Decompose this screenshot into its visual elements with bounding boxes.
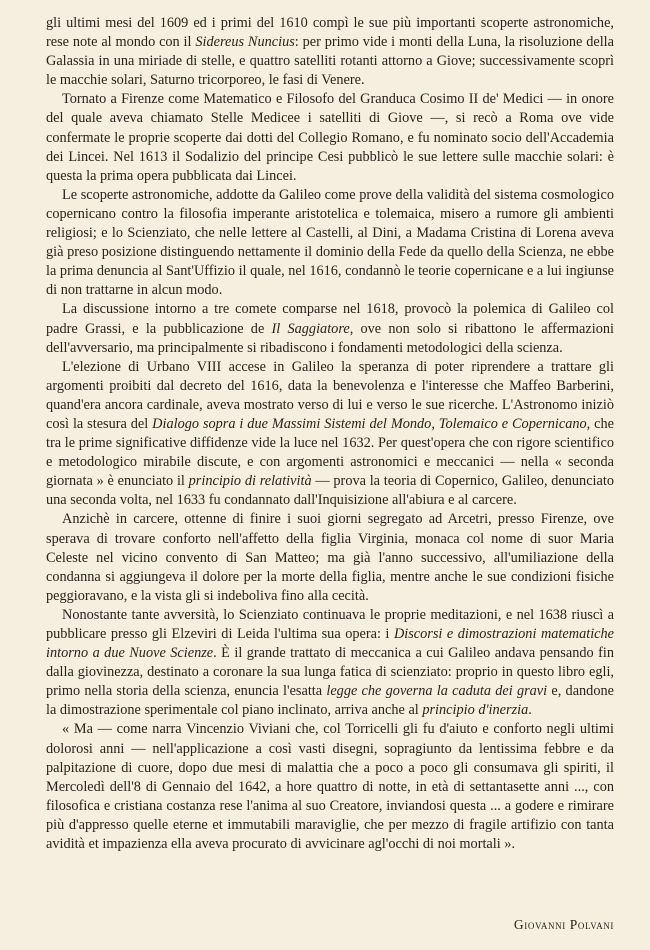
italic-title-text: Discorsi e dimostrazioni matematiche intorno a due Nuove Scienze xyxy=(46,626,615,662)
text-run: . xyxy=(528,702,532,719)
paragraph xyxy=(46,606,614,721)
italic-title-text: Il Saggiatore xyxy=(271,320,350,337)
text-run: . È il grande trattato di meccanica a cui Galileo andava pensando fin dalla giovinezza, destinato a coronare la sua lunga fatica di scienziato: proprio in questo libro egli, primo nella storia della scienza, enuncia l'esatta xyxy=(46,645,614,700)
italic-title-text: Sidereus Nuncius xyxy=(195,34,295,51)
text-run: L'elezione di Urbano VIII accese in Galileo la speranza di poter riprendere a trattare gli argomenti proibiti dal decreto del 1616, data la benevolenza e l'interesse che Maffeo Barberini, quand'era ancora cardinale, aveva mostrato verso di lui e verso le sue ricerche. L'Astronomo iniziò così la stesura del xyxy=(46,358,614,432)
text-run: , ove non solo si ribattono le affermazioni dell'avversario, ma principalmente si ribadiscono i fondamenti metodologici della scienza. xyxy=(46,320,614,356)
paragraph xyxy=(46,300,614,357)
italic-title-text: Dialogo sopra i due Massimi Sistemi del Mondo, Tolemaico e Copernicano xyxy=(152,415,587,432)
text-run: Nonostante tante avversità, lo Scienziato continuava le proprie meditazioni, e nel 1638 riuscì a pubblicare presso gli Elzeviri di Leida l'ultima sua opera: i xyxy=(46,606,614,642)
author-signature: Giovanni Polvani xyxy=(513,917,614,932)
paragraph xyxy=(46,358,614,511)
text-run: « Ma — come narra Vincenzio Viviani che, col Torricelli gli fu d'aiuto e conforto negli ultimi dolorosi anni — nell'applicazione a così vasti disegni, sopragiunto da lentissima febbre e da palpitazione di cuore, dopo due mesi di malattia che a poco a poco gli consumava gli spiriti, il Mercoledì dell'8 di Gennaio del 1642, a hore quattro di notte, in età di settantasette anni ..., con filosofica e cristiana costanza rese l'anima al suo Creatore, inviandosi questa ... a godere e rimirare più d'appresso quelle eterne et immutabili maraviglie, che per mezzo di fragile artifizio con tanta avidità et impazienza ella aveva procurato di avvicinare agl'occhi di noi mortali ». xyxy=(46,721,614,853)
paragraph xyxy=(46,90,614,185)
paragraph xyxy=(46,720,614,854)
paragraph xyxy=(46,510,614,605)
text-run: La discussione intorno a tre comete comparse nel 1618, provocò la polemica di Galileo col padre Grassi, e la pubblicazione de xyxy=(46,301,614,337)
text-run: Anzichè in carcere, ottenne di finire i suoi giorni segregato ad Arcetri, presso Firenze, ove sperava di trovare conforto nell'affetto della figlia Virginia, monaca col nome di suor Maria Celeste nel vicino convento di San Matteo; ma già l'anno successivo, all'umiliazione della condanna si aggiungeva il dolore per la morte della figlia, mentre anche le sue condizioni fisiche peggioravano, e la vista gli si indeboliva fino alla cecità. xyxy=(46,511,614,604)
text-run: gli ultimi mesi del 1609 ed i primi del 1610 compì le sue più importanti scoperte astronomiche, rese note al mondo con il xyxy=(46,15,614,51)
paragraph xyxy=(46,14,614,90)
text-run: — prova la teoria di Copernico, Galileo, denunciato una seconda volta, nel 1633 fu condannato dall'Inquisizione all'abiura e al carcere. xyxy=(46,473,614,509)
text-run: , che tra le prime significative diffidenze vide la luce nel 1632. Per quest'opera che con rigore scientifico e metodologico mirabile discute, e con argomenti astronomici e meccanici — nella « seconda giornata » è enunciato il xyxy=(46,415,614,490)
text-run: Le scoperte astronomiche, addotte da Galileo come prove della validità del sistema cosmologico copernicano contro la filosofia imperante aristotelica e tolemaica, misero a rumore gli ambienti religiosi; e lo Scienziato, che nelle lettere al Castelli, al Dini, a Madama Cristina di Lorena aveva già preso posizione distinguendo nettamente il dominio della Fede da quello della Scienza, ne ebbe la prima denuncia al Sant'Uffizio il quale, nel 1616, condannò le teorie copernicane e a lui ingiunse di non trattarne in alcun modo. xyxy=(46,186,614,299)
italic-title-text: principio di relatività xyxy=(188,473,312,490)
text-run: Tornato a Firenze come Matematico e Filosofo del Granduca Cosimo II de' Medici — in onore del quale aveva chiamato Stelle Medicee i satelliti di Giove —, si recò a Roma ove vide confermate le proprie scoperte dai dotti del Collegio Romano, e fu nominato socio dell'Accademia dei Lincei. Nel 1613 il Sodalizio del principe Cesi pubblicò le sue lettere sulle macchie solari: è questa la prima opera pubblicata dai Lincei. xyxy=(46,91,614,184)
text-run: e, dandone la dimostrazione sperimentale col piano inclinato, arriva anche al xyxy=(46,683,614,719)
paragraph xyxy=(46,186,614,301)
text-run: : per primo vide i monti della Luna, la risoluzione della Galassia in una miriade di stelle, e quattro satelliti rotanti attorno a Giove; successivamente scoprì le macchie solari, Saturno tricorporeo, le fasi di Venere. xyxy=(46,34,614,89)
article-body xyxy=(46,14,614,854)
italic-title-text: principio d'inerzia xyxy=(422,702,529,719)
italic-title-text: legge che governa la caduta dei gravi xyxy=(326,683,548,700)
